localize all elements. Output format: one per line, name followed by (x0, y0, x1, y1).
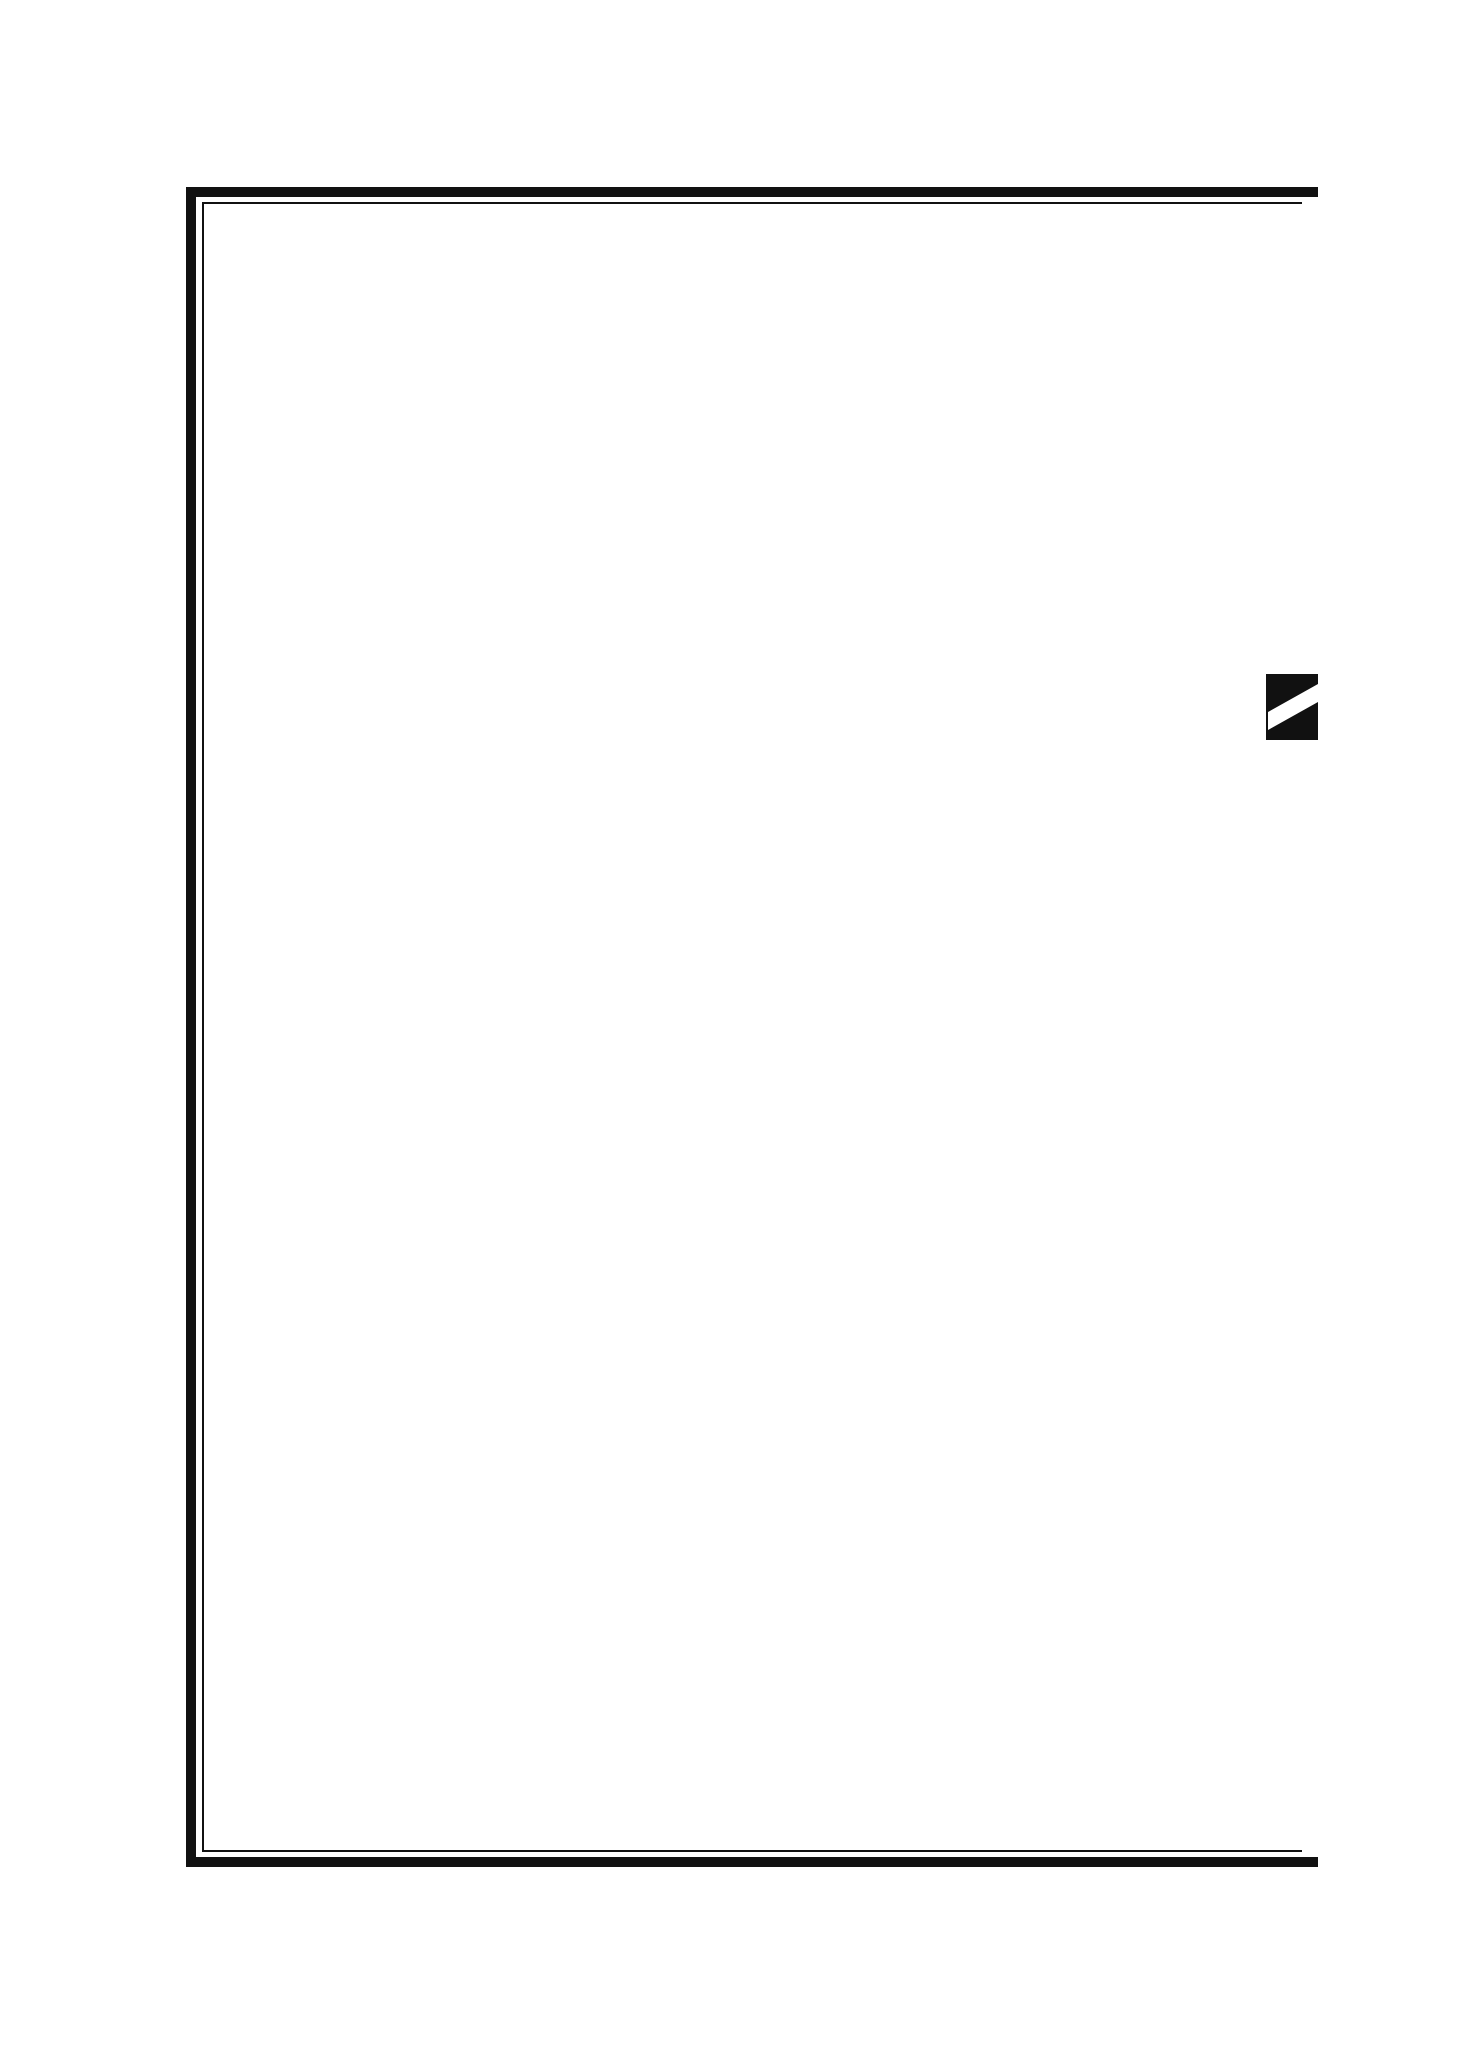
inner-border (202, 202, 1302, 1852)
banner-column (1262, 204, 1318, 1850)
fish-tail-mark (1266, 672, 1318, 742)
